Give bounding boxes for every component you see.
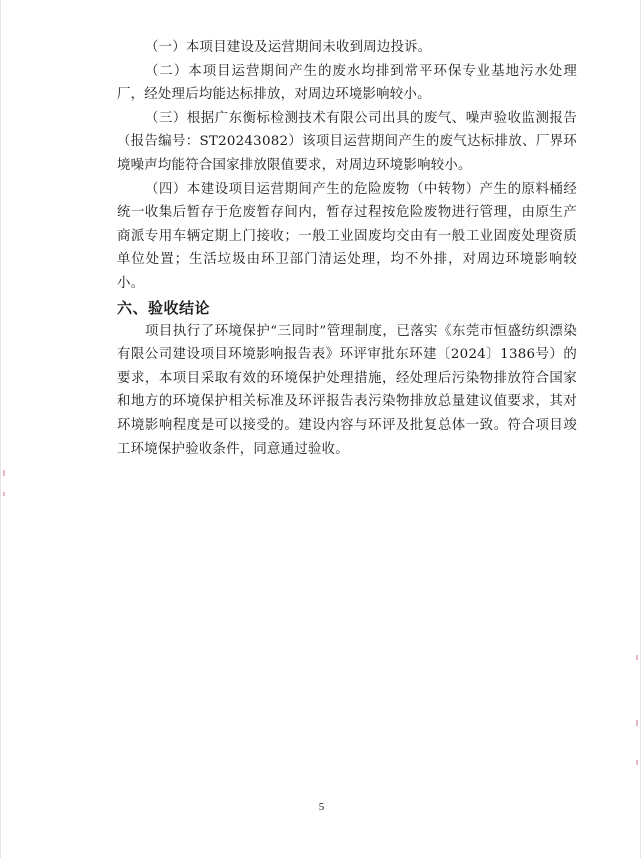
scan-edge-mark xyxy=(3,470,5,476)
paragraph-complaints: （一）本项目建设及运营期间未收到周边投诉。 xyxy=(145,40,432,55)
paragraph-wastewater: （二）本项目运营期间产生的废水均排到常平环保专业基地污水处理厂，经处理后均能达标排放，对周边环境影响较小。 xyxy=(117,63,577,103)
paragraph-emissions: （三）根据广东衡标检测技术有限公司出具的废气、噪声验收监测报告（报告编号：ST20243082）该项目运营期间产生的废气达标排放、厂界环境噪声均能符合国家排放限值要求，对周边环境影响较小。 xyxy=(117,110,577,173)
paragraph-conclusion: 项目执行了环境保护“三同时”管理制度，已落实《东莞市恒盛纺织漂染有限公司建设项目环境影响报告表》环评审批东环建〔2024〕1386号）的要求，本项目采取有效的环境保护处理措施，经处理后污染物排放符合国家和地方的环境保护相关标准及环评报告表污染物排放总量建议值要求，其对环境影响程度是可以接受的。建设内容与环评及批复总体一致。符合项目竣工环境保护验收条件，同意通过验收。 xyxy=(117,323,577,457)
scan-edge-mark xyxy=(636,720,638,726)
page-content xyxy=(117,36,577,461)
scan-edge-mark xyxy=(636,760,638,765)
scan-edge-mark xyxy=(636,655,638,660)
paragraph-solid-waste: （四）本建设项目运营期间产生的危险废物（中转物）产生的原料桶经统一收集后暂存于危废暂存间内，暂存过程按危险废物进行管理，由原生产商派专用车辆定期上门接收；一般工业固废均交由有一般工业固废处理资质单位处置；生活垃圾由环卫部门清运处理，均不外排，对周边环境影响较小。 xyxy=(117,181,577,291)
scan-edge-mark xyxy=(3,492,5,496)
page-number: 5 xyxy=(318,801,325,813)
section-heading: 六、验收结论 xyxy=(117,298,211,317)
